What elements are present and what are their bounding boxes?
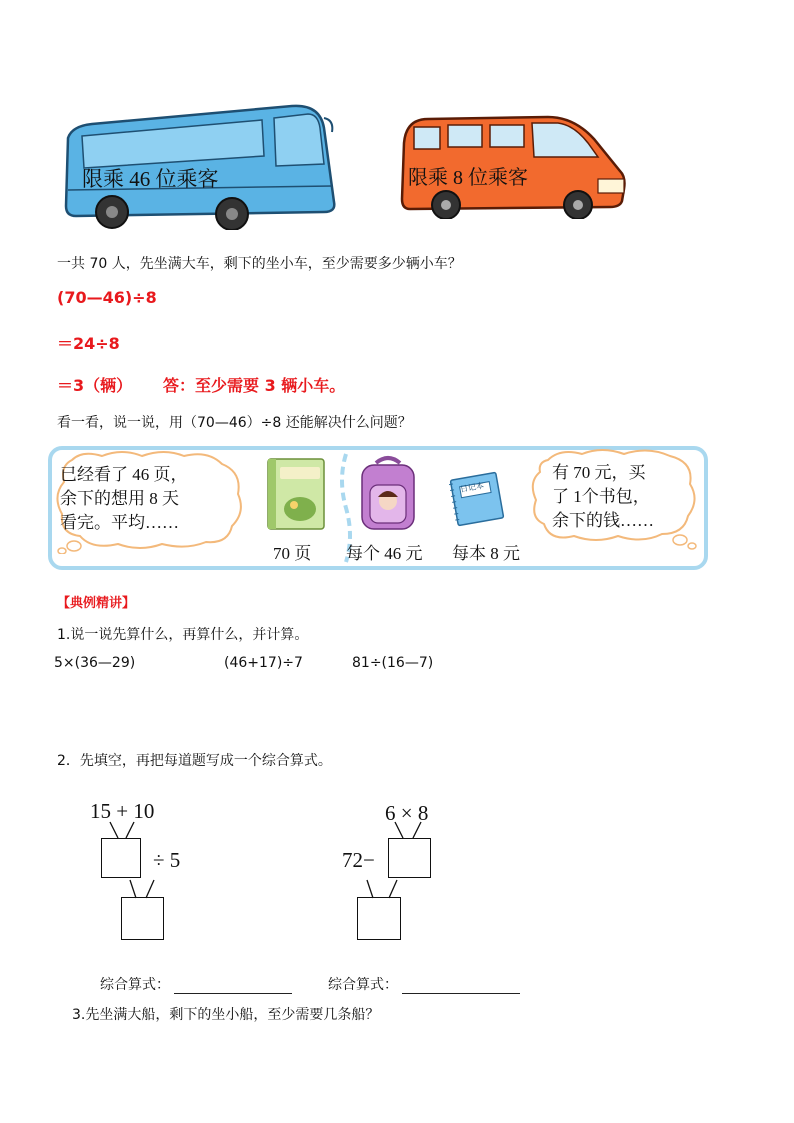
backpack-caption: 每个 46 元 — [346, 544, 423, 563]
solution-step-2: ＝24÷8 — [57, 334, 120, 353]
question-1-title: 1.说一说先算什么，再算什么，并计算。 — [57, 627, 309, 643]
book-caption: 70 页 — [273, 544, 312, 563]
answer-box-right-2[interactable] — [357, 897, 401, 940]
van-label: 限乘 8 位乘客 — [408, 167, 528, 189]
bubble-left-line-3: 看完。平均…… — [60, 513, 179, 532]
question-3-title: 3.先坐满大船，剩下的坐小船，至少需要几条船？ — [72, 1007, 380, 1023]
question-1-expression-2: (46+17)÷7 — [224, 655, 303, 671]
formula-right-blank[interactable] — [402, 979, 520, 994]
diagram-right-top: 6 × 8 — [385, 801, 429, 825]
diagram-left-top: 15 + 10 — [90, 799, 155, 823]
bubble-right-line-2: 了 1个书包， — [552, 487, 650, 506]
formula-right-label: 综合算式： — [328, 977, 398, 993]
problem-question: 一共 70 人，先坐满大车，剩下的坐小车，至少需要多少辆小车？ — [57, 256, 462, 272]
bubble-right-line-3: 余下的钱…… — [552, 511, 654, 530]
solution-step-1: (70—46)÷8 — [57, 288, 157, 307]
followup-question: 看一看，说一说，用（70—46）÷8 还能解决什么问题？ — [57, 415, 412, 431]
question-1-expression-3: 81÷(16—7) — [352, 655, 434, 671]
notebook-caption: 每本 8 元 — [452, 544, 520, 563]
question-2-title: 2．先填空，再把每道题写成一个综合算式。 — [57, 753, 332, 769]
formula-left — [100, 974, 292, 994]
answer-box-left-2[interactable] — [121, 897, 164, 940]
bubble-left-line-2: 余下的想用 8 天 — [60, 489, 179, 508]
question-1-expression-1: 5×(36—29) — [54, 655, 136, 671]
answer-box-right-1[interactable] — [388, 838, 431, 878]
formula-right — [328, 974, 520, 994]
bubble-left-line-1: 已经看了 46 页， — [60, 465, 188, 484]
solution-answer: 答：至少需要 3 辆小车。 — [163, 376, 346, 395]
diagram-right-operator: 72− — [342, 848, 375, 872]
solution-step-3: ＝3（辆） — [57, 376, 133, 395]
backpack-icon — [356, 455, 420, 533]
formula-left-blank[interactable] — [174, 979, 292, 994]
section-title: 【典例精讲】 — [57, 596, 136, 611]
notebook-label: 日记本 — [459, 480, 485, 495]
answer-box-left-1[interactable] — [101, 838, 141, 878]
formula-left-label: 综合算式： — [100, 977, 170, 993]
bubble-right-line-1: 有 70 元，买 — [552, 463, 646, 482]
bus-label: 限乘 46 位乘客 — [82, 167, 219, 191]
notebook-icon — [448, 470, 506, 528]
book-icon — [264, 457, 330, 531]
diagram-left-operator: ÷ 5 — [153, 848, 181, 872]
